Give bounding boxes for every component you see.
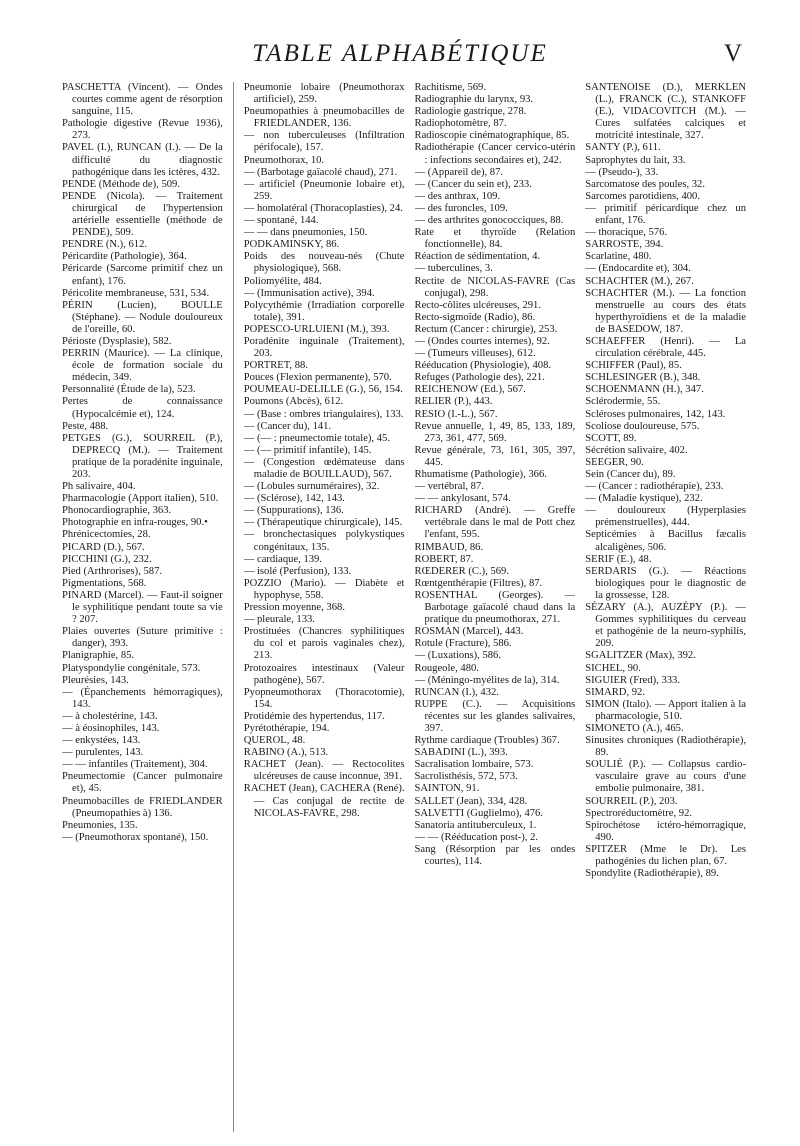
- index-entry: — (Maladie kystique), 232.: [585, 493, 703, 505]
- index-entry: Pression moyenne, 368.: [243, 602, 345, 614]
- index-entry: SOULIÉ (P.). — Collapsus cardio-vasculaire grave au cours d'une embolie pulmonaire, 381.: [585, 759, 746, 795]
- index-entry: — cardiaque, 139.: [243, 553, 322, 565]
- index-entry: Phrénicectomies, 28.: [62, 529, 151, 541]
- index-entry: Rectum (Cancer : chirurgie), 253.: [414, 323, 558, 335]
- index-entry: — (Cancer du sein et), 233.: [414, 178, 532, 190]
- index-entry: Polycythémie (Irradiation corporelle totale), 391.: [243, 299, 405, 323]
- index-entry: Radiologie gastrique, 278.: [414, 106, 527, 118]
- index-entry: SCOTT, 89.: [585, 432, 637, 444]
- index-entry: RIMBAUD, 86.: [414, 541, 484, 553]
- index-entry: — (Épanchements hémorragiques), 143.: [62, 686, 223, 710]
- index-entry: Poliomyélite, 484.: [243, 275, 322, 287]
- index-entry: Personnalité (Étude de la), 523.: [62, 384, 196, 396]
- index-entry: Radioscopie cinématographique, 85.: [414, 130, 570, 142]
- index-entry: PICARD (D.), 567.: [62, 541, 145, 553]
- index-entry: Sarcomes parotidiens, 400.: [585, 190, 700, 202]
- index-entry: Rachitisme, 569.: [414, 82, 486, 93]
- index-entry: Rotule (Fracture), 586.: [414, 638, 512, 650]
- page-title: TABLE ALPHABÉTIQUE: [252, 40, 548, 67]
- index-entry: Rhumatisme (Pathologie), 366.: [414, 469, 547, 480]
- index-entry: Poradénite inguinale (Traitement), 203.: [243, 335, 405, 360]
- index-entry: Spirochétose ictéro-hémorragique, 490.: [585, 819, 746, 843]
- index-entry: SGALITZER (Max), 392.: [585, 650, 696, 662]
- index-entry: Rœntgenthérapie (Filtres), 87.: [414, 577, 543, 589]
- index-entry: Spectroréductomètre, 92.: [585, 807, 693, 819]
- index-entry: RABINO (A.), 513.: [243, 747, 329, 759]
- index-entry: — thoracique, 576.: [585, 227, 668, 239]
- index-entry: — — (Rééducation post-), 2.: [414, 831, 539, 843]
- index-entry: SCHACHTER (M.). — La fonction menstruelle au cours des états hyperthyroïdiens et de la maladie de BASEDOW, 187.: [585, 287, 746, 335]
- index-entry: — non tuberculeuses (Infiltration périfocale), 157.: [243, 130, 405, 154]
- index-entry: — (Immunisation active), 394.: [243, 287, 375, 299]
- index-entry: SÉZARY (A.), AUZÉPY (P.). — Gommes syphilitiques du cerveau et pathogénie de la neuro-syphilis, 209.: [585, 602, 746, 650]
- index-entry: SPITZER (Mme le Dr). Les pathogénies du lichen plan, 67.: [585, 843, 746, 867]
- index-column-3: [415, 82, 576, 1132]
- index-column-1: [62, 82, 223, 1132]
- index-entry: Pied (Arthrorises), 587.: [62, 565, 163, 577]
- index-entry: Planigraphie, 85.: [62, 650, 135, 662]
- index-entry: ROBERT, 87.: [414, 553, 474, 565]
- index-entry: — des furoncles, 109.: [414, 202, 508, 214]
- index-entry: Refuges (Pathologie des), 221.: [414, 372, 545, 384]
- index-entry: — tuberculines, 3.: [414, 263, 493, 275]
- index-entry: SERDARIS (G.). — Réactions biologiques pour le diagnostic de la grossesse, 128.: [585, 565, 746, 601]
- index-entry: Pharmacologie (Apport italien), 510.: [62, 493, 219, 505]
- index-entry: RACHET (Jean), CACHERA (René). — Cas conjugal de rectite de NICOLAS-FAVRE, 298.: [243, 783, 405, 819]
- index-entry: SARROSTE, 394.: [585, 239, 664, 251]
- index-entry: RESIO (I.-L.), 567.: [414, 408, 498, 420]
- index-entry: Pleurésies, 143.: [62, 674, 129, 686]
- index-entry: SABADINI (L.), 393.: [414, 747, 508, 759]
- index-entry: — — ankylosant, 574.: [414, 493, 511, 505]
- index-entry: PASCHETTA (Vincent). — Ondes courtes comme agent de résorption sanguine, 115.: [62, 82, 223, 118]
- index-entry: Pneumonie lobaire (Pneumothorax artificiel), 259.: [243, 82, 405, 106]
- index-entry: Protidémie des hypertendus, 117.: [243, 710, 385, 722]
- index-entry: PÉRIN (Lucien), BOULLE (Stéphane). — Nodule douloureux de l'oreille, 60.: [62, 299, 223, 335]
- index-entry: — enkystées, 143.: [62, 735, 141, 747]
- index-entry: SALLET (Jean), 334, 428.: [414, 795, 528, 807]
- index-entry: Spondylite (Radiothérapie), 89.: [585, 868, 719, 880]
- index-entry: Pyrétothérapie, 194.: [243, 722, 330, 734]
- index-entry: Plaies ouvertes (Suture primitive : danger), 393.: [62, 626, 223, 650]
- index-entry: Scléroses pulmonaires, 142, 143.: [585, 408, 726, 420]
- index-entry: SCHLESINGER (B.), 348.: [585, 372, 701, 384]
- index-entry: Pneumothorax, 10.: [243, 154, 325, 166]
- index-entry: Pneumopathies à pneumobacilles de FRIEDLANDER, 136.: [243, 106, 405, 130]
- index-entry: Sang (Résorption par les ondes courtes), 114.: [414, 843, 576, 867]
- index-entry: PENDRE (N.), 612.: [62, 239, 148, 251]
- index-entry: RELIER (P.), 443.: [414, 396, 493, 408]
- index-entry: Phonocardiographie, 363.: [62, 505, 172, 517]
- index-entry: — bronchectasiques polykystiques congénitaux, 135.: [243, 529, 405, 553]
- index-entry: Scoliose douloureuse, 575.: [585, 420, 700, 432]
- index-entry: PERRIN (Maurice). — La clinique, école de formation sociale du médecin, 349.: [62, 348, 223, 384]
- index-entry: Radiographie du larynx, 93.: [414, 94, 534, 106]
- index-entry: — vertébral, 87.: [414, 481, 484, 493]
- index-entry: SIMON (Italo). — Apport italien à la pharmacologie, 510.: [585, 698, 746, 722]
- index-entry: SCHIFFER (Paul), 85.: [585, 360, 682, 372]
- index-entry: — (Lobules surnuméraires), 32.: [243, 481, 380, 493]
- index-entry: SANTY (P.), 611.: [585, 142, 661, 154]
- index-entry: — à cholestérine, 143.: [62, 710, 158, 722]
- index-entry: Sacralisation lombaire, 573.: [414, 759, 534, 771]
- index-entry: Pathologie digestive (Revue 1936), 273.: [62, 118, 223, 142]
- index-entry: ROSMAN (Marcel), 443.: [414, 626, 524, 638]
- index-column-4: [585, 82, 746, 1132]
- index-entry: RUPPE (C.). — Acquisitions récentes sur les glandes salivaires, 397.: [414, 698, 576, 734]
- index-entry: Sein (Cancer du), 89.: [585, 469, 676, 480]
- index-entry: — isolé (Perfusion), 133.: [243, 565, 352, 577]
- index-entry: Revue annuelle, 1, 49, 85, 133, 189, 273, 361, 477, 569.: [414, 420, 576, 444]
- index-entry: Recto-sigmoïde (Radio), 86.: [414, 311, 536, 323]
- index-entry: SAINTON, 91.: [414, 783, 480, 795]
- index-entry: PINARD (Marcel). — Faut-il soigner le syphilitique pendant toute sa vie ? 207.: [62, 589, 223, 626]
- index-entry: — à éosinophiles, 143.: [62, 722, 160, 734]
- index-entry: — (Pseudo-), 33.: [585, 166, 659, 178]
- index-entry: — (— primitif infantile), 145.: [243, 444, 372, 456]
- page-number: V: [723, 40, 742, 67]
- index-entry: Poumons (Abcès), 612.: [243, 396, 344, 408]
- index-entry: Radiothérapie (Cancer cervico-utérin : infections secondaires et), 242.: [414, 142, 576, 166]
- index-entry: Poids des nouveau-nés (Chute physiologique), 568.: [243, 251, 405, 275]
- index-entry: Pneumectomie (Cancer pulmonaire et), 45.: [62, 771, 223, 795]
- index-entry: POPESCO-URLUIENI (M.), 393.: [243, 323, 390, 335]
- index-entry: — (Suppurations), 136.: [243, 505, 344, 517]
- index-entry: — (Ondes courtes internes), 92.: [414, 335, 550, 347]
- index-entry: Ph salivaire, 404.: [62, 481, 136, 493]
- index-entry: REICHENOW (Ed.), 567.: [414, 384, 526, 396]
- index-entry: — spontané, 144.: [243, 215, 319, 227]
- index-entry: SIGUIER (Fred), 333.: [585, 674, 680, 686]
- index-entry: Scarlatine, 480.: [585, 251, 652, 263]
- index-entry: Rééducation (Physiologie), 408.: [414, 360, 552, 372]
- index-entry: — (Luxations), 586.: [414, 650, 502, 662]
- index-entry: — (Base : ombres triangulaires), 133.: [243, 408, 404, 420]
- index-columns: [62, 82, 746, 1132]
- index-entry: RICHARD (André). — Greffe vertébrale dans le mal de Pott chez l'enfant, 595.: [414, 505, 576, 541]
- index-entry: PODKAMINSKY, 86.: [243, 239, 340, 251]
- index-entry: Sinusites chroniques (Radiothérapie), 89.: [585, 735, 746, 759]
- index-entry: Rougeole, 480.: [414, 662, 479, 674]
- index-entry: PAVEL (I.), RUNCAN (I.). — De la difficulté du diagnostic pathogénique dans les ictères, 432.: [62, 142, 223, 178]
- index-entry: Péricardite (Pathologie), 364.: [62, 251, 187, 263]
- index-entry: SOURREIL (P.), 203.: [585, 795, 678, 807]
- index-entry: Peste, 488.: [62, 420, 109, 432]
- index-entry: — douloureux (Hyperplasies prémenstruelles), 444.: [585, 505, 746, 529]
- page-header: [0, 40, 800, 80]
- index-entry: RACHET (Jean). — Rectocolites ulcéreuses de cause inconnue, 391.: [243, 759, 405, 783]
- index-entry: — (Congestion œdémateuse dans maladie de BOUILLAUD), 567.: [243, 456, 405, 480]
- index-entry: Sanatoria antituberculeux, 1.: [414, 819, 537, 831]
- index-entry: Pyopneumothorax (Thoracotomie), 154.: [243, 686, 405, 710]
- index-entry: Photographie en infra-rouges, 90.•: [62, 517, 208, 529]
- index-entry: Rectite de NICOLAS-FAVRE (Cas conjugal), 298.: [414, 275, 576, 299]
- index-entry: POZZIO (Mario). — Diabète et hypophyse, 558.: [243, 577, 405, 601]
- index-entry: — des arthrites gonococciques, 88.: [414, 215, 564, 227]
- index-entry: Péricarde (Sarcome primitif chez un enfant), 176.: [62, 263, 223, 287]
- index-entry: Rate et thyroïde (Relation fonctionnelle), 84.: [414, 227, 576, 251]
- index-entry: — homolatéral (Thoracoplasties), 24.: [243, 202, 403, 214]
- index-entry: SANTENOISE (D.), MERKLEN (L.), FRANCK (C.), STANKOFF (E.), VIDACOVITCH (M.). — Cures sulfatées calciques et motricité intestinale, 327.: [585, 82, 746, 142]
- index-entry: Pouces (Flexion permanente), 570.: [243, 372, 392, 384]
- index-entry: Sécrétion salivaire, 402.: [585, 444, 688, 456]
- index-entry: Péricolite membraneuse, 531, 534.: [62, 287, 210, 299]
- index-entry: Saprophytes du lait, 33.: [585, 154, 686, 166]
- index-entry: RUNCAN (I.), 432.: [414, 686, 499, 698]
- index-entry: Protozoaires intestinaux (Valeur pathogène), 567.: [243, 662, 405, 686]
- index-entry: Rythme cardiaque (Troubles) 367.: [414, 735, 560, 747]
- index-column-2: [244, 82, 405, 1132]
- index-entry: PETGES (G.), SOURREIL (P.), DEPRECQ (M.). — Traitement pratique de la poradénite inguinale, 203.: [62, 432, 223, 480]
- index-entry: — (Barbotage gaïacolé chaud), 271.: [243, 166, 398, 178]
- index-entry: — (Sclérose), 142, 143.: [243, 493, 345, 505]
- index-entry: RŒDERER (C.), 569.: [414, 565, 509, 577]
- index-entry: — (Cancer du), 141.: [243, 420, 332, 432]
- index-entry: Pertes de connaissance (Hypocalcémie et), 124.: [62, 396, 223, 420]
- index-entry: — (Pneumothorax spontané), 150.: [62, 831, 209, 843]
- index-entry: QUEROL, 48.: [243, 735, 306, 747]
- index-entry: SALVETTI (Guglielmo), 476.: [414, 807, 543, 819]
- index-entry: SCHOENMANN (H.), 347.: [585, 384, 704, 396]
- index-entry: — (Thérapeutique chirurgicale), 145.: [243, 517, 403, 529]
- index-entry: Pigmentations, 568.: [62, 577, 147, 589]
- index-entry: PENDE (Méthode de), 509.: [62, 178, 180, 190]
- index-entry: — (Appareil de), 87.: [414, 166, 504, 178]
- index-entry: Platyspondylie congénitale, 573.: [62, 662, 201, 674]
- index-entry: — artificiel (Pneumonie lobaire et), 259.: [243, 178, 405, 202]
- index-entry: Pneumonies, 135.: [62, 819, 138, 831]
- index-entry: SEEGER, 90.: [585, 456, 644, 468]
- index-entry: SIMONETO (A.), 465.: [585, 722, 684, 734]
- index-entry: Sarcomatose des poules, 32.: [585, 178, 705, 190]
- index-entry: PENDE (Nicola). — Traitement chirurgical de l'hypertension artérielle essentielle (méthode de PENDE), 509.: [62, 190, 223, 239]
- index-entry: — (Méningo-myélites de la), 314.: [414, 674, 560, 686]
- index-entry: Réaction de sédimentation, 4.: [414, 251, 541, 263]
- index-entry: Septicémies à Bacillus fæcalis alcaligènes, 506.: [585, 529, 746, 553]
- index-entry: SERIF (E.), 48.: [585, 553, 652, 565]
- index-entry: — (— : pneumectomie totale), 45.: [243, 432, 390, 444]
- column-divider: [233, 82, 234, 1132]
- index-entry: Prostituées (Chancres syphilitiques du col et parois vaginales chez), 213.: [243, 626, 405, 662]
- index-entry: Radiophotomètre, 87.: [414, 118, 507, 130]
- index-entry: POUMEAU-DELILLE (G.), 56, 154.: [243, 384, 403, 396]
- index-entry: SCHACHTER (M.), 267.: [585, 275, 694, 287]
- index-entry: PICCHINI (G.), 232.: [62, 553, 152, 565]
- index-entry: SIMARD, 92.: [585, 686, 645, 698]
- index-entry: — purulentes, 143.: [62, 747, 144, 759]
- index-entry: PORTRET, 88.: [243, 360, 308, 372]
- index-entry: Revue générale, 73, 161, 305, 397, 445.: [414, 444, 576, 468]
- index-entry: SICHEL, 90.: [585, 662, 641, 674]
- index-entry: — (Endocardite et), 304.: [585, 263, 691, 275]
- index-entry: Sacrolisthésis, 572, 573.: [414, 771, 518, 783]
- index-entry: — primitif péricardique chez un enfant, 176.: [585, 202, 746, 227]
- index-entry: Périoste (Dysplasie), 582.: [62, 335, 172, 347]
- index-entry: — (Tumeurs villeuses), 612.: [414, 348, 536, 360]
- index-entry: — des anthrax, 109.: [414, 190, 501, 202]
- index-entry: Recto-côlites ulcéreuses, 291.: [414, 299, 541, 311]
- index-entry: Sclérodermie, 55.: [585, 396, 661, 408]
- index-entry: SCHAEFFER (Henri). — La circulation cérébrale, 445.: [585, 335, 746, 360]
- index-entry: Pneumobacilles de FRIEDLANDER (Pneumopathies à) 136.: [62, 795, 223, 819]
- index-entry: ROSENTHAL (Georges). — Barbotage gaïacolé chaud dans la pratique du pneumothorax, 271.: [414, 589, 576, 626]
- index-entry: — pleurale, 133.: [243, 614, 315, 626]
- index-entry: — — infantiles (Traitement), 304.: [62, 759, 208, 771]
- index-entry: — (Cancer : radiothérapie), 233.: [585, 481, 724, 493]
- index-entry: — — dans pneumonies, 150.: [243, 227, 368, 239]
